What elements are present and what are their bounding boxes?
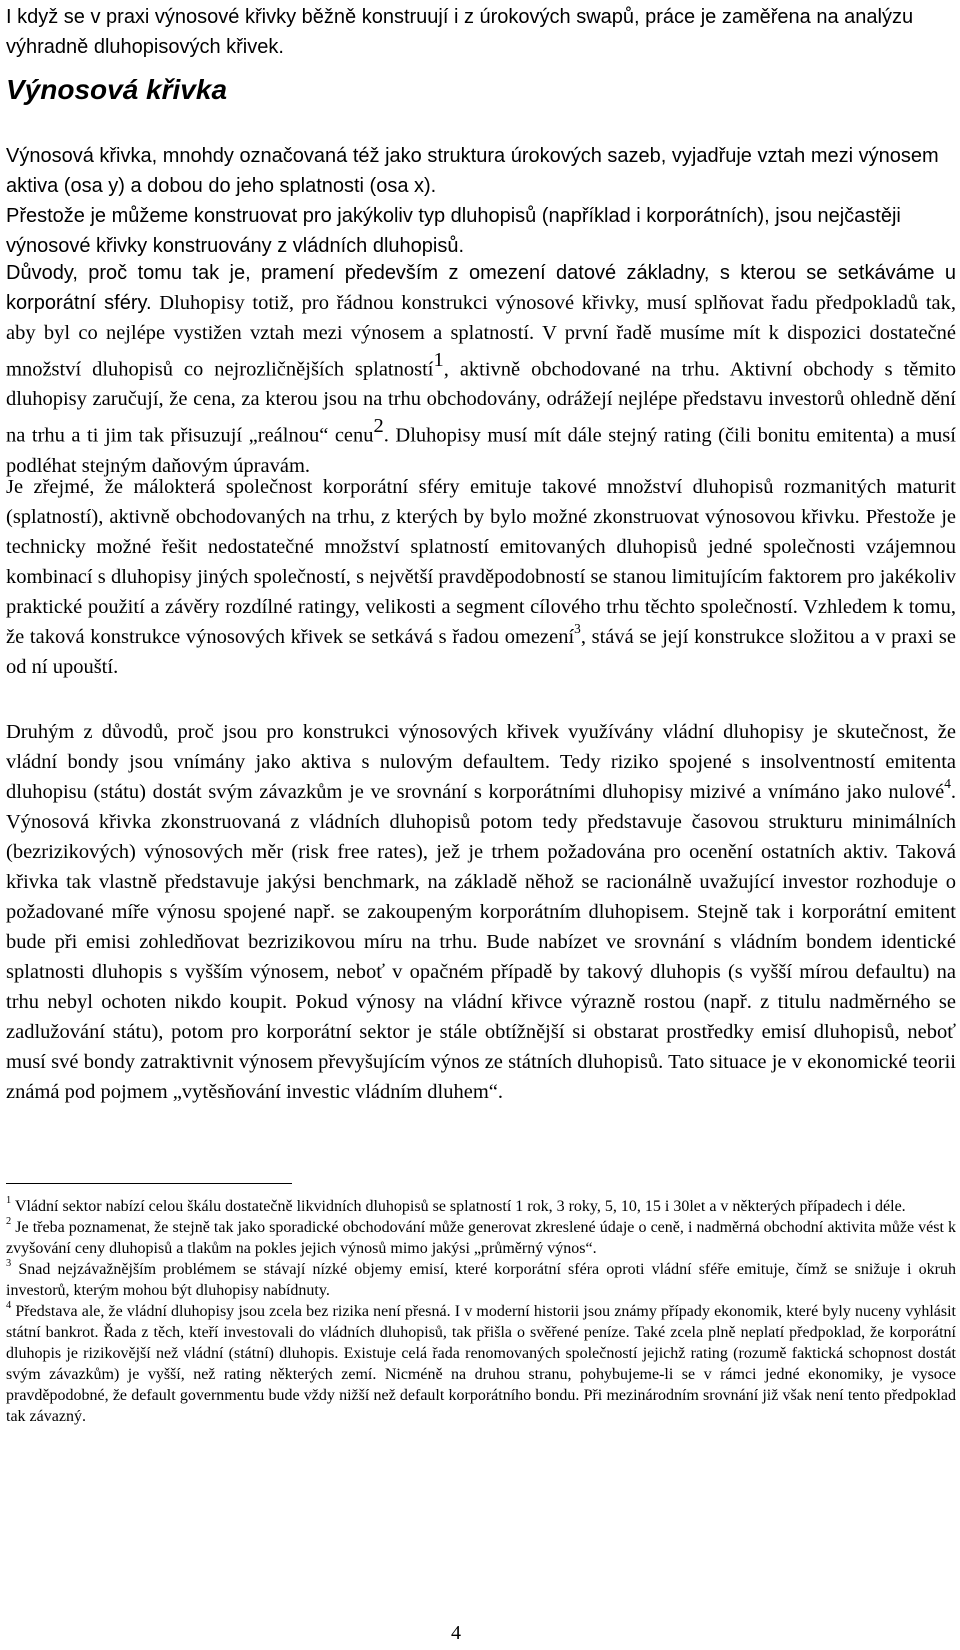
- footnote-ref-4: 4: [944, 776, 951, 792]
- page-number: 4: [451, 1622, 461, 1644]
- second-reason-text-1: Druhým z důvodů, proč jsou pro konstrukci výnosových křivek využívány vládní dluhopisy je skutečnost, že vládní bondy jsou vnímány jako aktiva s nulovým defaultem. Tedy riziko spojené s insolventností emitenta dluhopisu (státu) dostát svým závazkům je ve srovnání s korporátními dluhopisy mizivé a vnímáno jako nulové: [6, 721, 956, 803]
- footnote-text: Představa ale, že vládní dluhopisy jsou zcela bez rizika není přesná. I v moderní historii jsou známy případy ekonomik, které byly nuceny vyhlásit státní bankrot. Řada z těch, kteří investovali do vládních dluhopisů, tak přišla o svěřené peníze. Také zcela plně neplatí předpoklad, že korporátní dluhopis je rizikovější než vládní (státní) dluhopis. Existuje celá řada renomovaných společností jejichž rating (rozumě faktická schopnost dostát svým závazkům) je vyšší, než rating některých zemí. Nicméně na druhou stranu, pohybujeme-li se v rámci jedné ekonomiky, je vysoce pravděpodobné, že default governmentu bude vždy nižší než default korporátního bondu. Při mezinárodním srovnání již však není tento předpoklad tak závazný.: [6, 1303, 956, 1425]
- footnote-ref-1: 1: [433, 348, 444, 371]
- footnote-1: [6, 1196, 956, 1217]
- footnote-ref-3: 3: [574, 621, 581, 637]
- footnote-4: [6, 1301, 956, 1427]
- footnote-number: 4: [6, 1300, 12, 1312]
- footnote-ref-2: 2: [373, 415, 384, 438]
- reasons-text-3: . Dluhopisy musí mít dále stejný rating (čili bonitu emitenta) a musí podléhat stejným daňovým úpravám.: [6, 424, 956, 477]
- footnote-number: 1: [6, 1195, 12, 1207]
- corporate-paragraph: [6, 472, 956, 682]
- intro-paragraph: I když se v praxi výnosové křivky běžně konstruují i z úrokových swapů, práce je zaměřena na analýzu výhradně dluhopisových křivek.: [6, 6, 914, 58]
- corporate-text-1: Je zřejmé, že málokterá společnost korporátní sféry emituje takové množství dluhopisů rozmanitých maturit (splatností), aktivně obchodovaných na trhu, z kterých by bylo možné zkonstruovat výnosovou křivku. Přestože je technicky možné řešit nedostatečné množství splatností emitovaných dluhopisů jedné společnosti vzájemnou kombinací s dluhopisy jiných společností, s největší pravděpodobností se stanou limitujícím faktorem pro jakékoliv praktické použití a závěry rozdílné ratingy, velikosti a segment cílového trhu těchto společností. Vzhledem k tomu, že taková konstrukce výnosových křivek se setkává s řadou omezení: [6, 476, 956, 648]
- second-reason-text-2: . Výnosová křivka zkonstruovaná z vládních dluhopisů potom tedy představuje časovou strukturu minimálních (bezrizikových) výnosových měr (risk free rates), jež je trhem požadována pro ocenění ostatních aktiv. Taková křivka tak vlastně představuje jakýsi benchmark, na základě něhož se racionálně uvažující investor rozhoduje o požadované míře výnosu spojené např. se zakoupeným korporátním dluhopisem. Stejně tak i korporátní emitent bude při emisi zohledňovat bezrizikovou míru na trhu. Bude nabízet ve srovnání s vládním bondem identické splatnosti dluhopis s vyšším výnosem, neboť v opačném případě by takový dluhopis (s vyšší mírou defaultu) na trhu nebyl ochoten nikdo koupit. Pokud výnosy na vládní křivce výrazně rostou (např. z titulu nadměrného se zadlužování státu), potom pro korporátní sektor je stále obtížnější si obstarat prostředky emisí dluhopisů, neboť musí své bondy zatraktivnit výnosem převyšujícím výnos ze státních dluhopisů. Tato situace je v ekonomické teorii známá pod pojmem „vytěsňování investic vládním dluhem“.: [6, 781, 956, 1103]
- definition-paragraph: Výnosová křivka, mnohdy označovaná též jako struktura úrokových sazeb, vyjadřuje vztah mezi výnosem aktiva (osa y) a dobou do jeho splatnosti (osa x).: [6, 145, 939, 197]
- section-heading: Výnosová křivka: [6, 74, 228, 105]
- reasons-text-2: , aktivně obchodované na trhu. Aktivní obchody s těmito dluhopisy zaručují, že cena, za kterou jsou na trhu obchodovány, odrážejí nejlépe představu investorů ohledně dění na trhu a ti jim tak přisuzují „reálnou“ cenu: [6, 358, 956, 447]
- footnote-3: [6, 1259, 956, 1301]
- footnote-number: 2: [6, 1216, 12, 1228]
- footnote-text: Je třeba poznamenat, že stejně tak jako sporadické obchodování může generovat zkreslené údaje o ceně, i nadměrná obchodní aktivita může vést k zvyšování ceny dluhopisů a tlakům na pokles jejich výnosů mimo jakýsi „průměrný výnos“.: [6, 1219, 956, 1257]
- footnote-2: [6, 1217, 956, 1259]
- second-reason-paragraph: [6, 717, 956, 1107]
- corporate-text-2: , stává se její konstrukce složitou a v praxi se od ní upouští.: [6, 626, 957, 678]
- footnote-number: 3: [6, 1258, 12, 1270]
- footnote-separator: [6, 1183, 292, 1184]
- reasons-paragraph: [6, 258, 956, 481]
- reasons-text-1: Dluhopisy totiž, pro řádnou konstrukci výnosové křivky, musí splňovat řadu předpokladů tak, aby byl co nejlépe vystižen vztah mezi výnosem a splatností. V první řadě musíme mít k dispozici dostatečné množství dluhopisů co nejrozličnějších splatností: [6, 292, 956, 381]
- reasons-sentence: Důvody, proč tomu tak je, pramení především z omezení datové základny, s kterou se setkáváme u korporátní sféry.: [6, 262, 956, 314]
- footnotes: [6, 1196, 956, 1427]
- footnote-text: Snad nejzávažnějším problémem se stávají nízké objemy emisí, které korporátní sféra oproti vládní sféře emituje, čímž se snižuje i okruh investorů, kterým mohou být dluhopisy nabídnuty.: [6, 1261, 956, 1299]
- footnote-text: Vládní sektor nabízí celou škálu dostatečně likvidních dluhopisů se splatností 1 rok, 3 roky, 5, 10, 15 i 30let a v některých případech i déle.: [11, 1198, 906, 1215]
- government-bonds-paragraph: Přestože je můžeme konstruovat pro jakýkoliv typ dluhopisů (například i korporátních), jsou nejčastěji výnosové křivky konstruovány z vládních dluhopisů.: [6, 205, 901, 257]
